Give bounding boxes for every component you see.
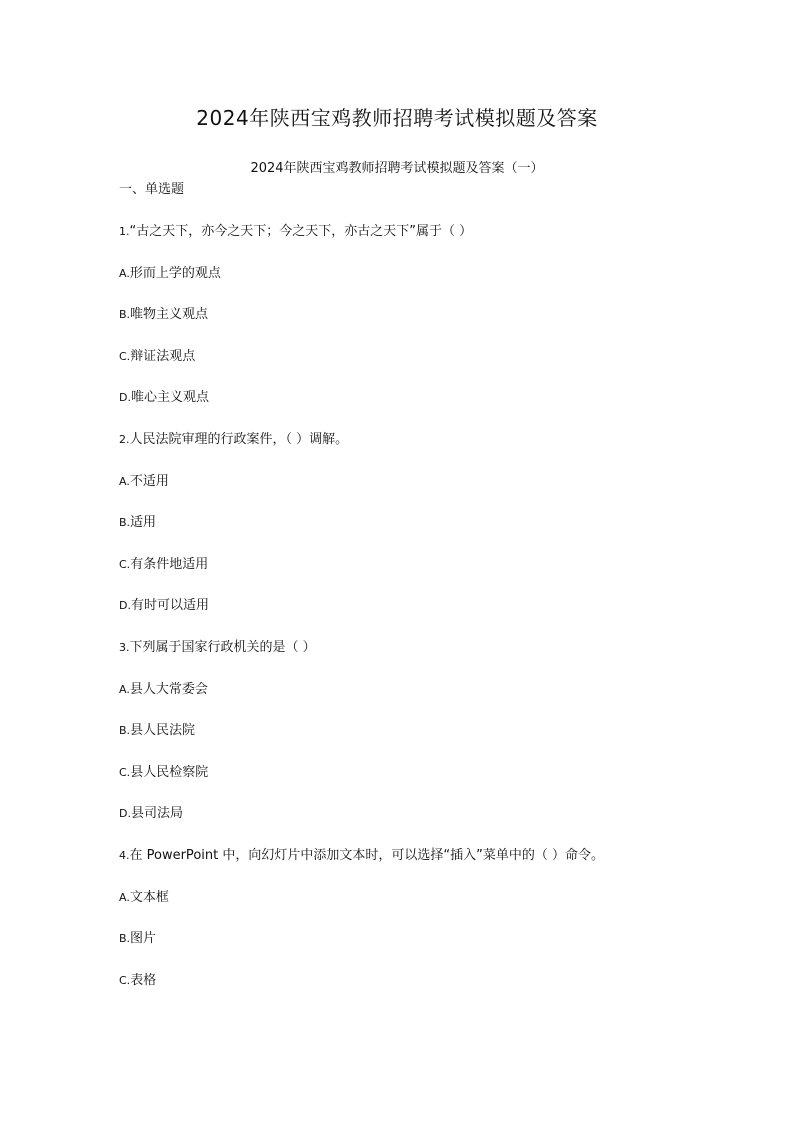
option-key: C.: [119, 557, 131, 571]
answer-option: [119, 347, 679, 389]
question-text: “古之天下，亦今之天下；今之天下，亦古之天下”属于（ ）: [129, 224, 473, 239]
document-title: 2024年陕西宝鸡教师招聘考试模拟题及答案: [196, 106, 598, 130]
option-key: B.: [119, 932, 131, 946]
question-number: 1.: [119, 225, 130, 238]
answer-option: [119, 388, 679, 430]
option-text: 县人大常委会: [129, 681, 208, 697]
option-key: A.: [119, 682, 130, 696]
option-text: 县司法局: [130, 806, 183, 822]
question-text: 在 PowerPoint 中，向幻灯片中添加文本时，可以选择“插入”菜单中的（ ）命令。: [129, 847, 604, 863]
question-stem: [119, 846, 679, 888]
option-text: 唯物主义观点: [130, 307, 209, 323]
answer-option: [119, 555, 679, 597]
option-key: A.: [119, 266, 130, 280]
answer-option: [119, 264, 679, 306]
answer-option: [119, 513, 679, 555]
answer-option: [119, 305, 679, 347]
option-key: D.: [119, 599, 131, 613]
option-text: 辩证法观点: [130, 348, 196, 364]
option-text: 有条件地适用: [130, 556, 209, 572]
question-stem: [119, 638, 679, 680]
option-key: C.: [119, 349, 131, 363]
option-text: 形而上学的观点: [129, 265, 221, 281]
option-text: 适用: [130, 515, 157, 531]
answer-option: [119, 888, 679, 930]
question-stem: [119, 430, 679, 472]
section-heading: 一、单选题: [119, 182, 185, 197]
option-text: 不适用: [129, 473, 169, 489]
answer-option: [119, 804, 679, 846]
option-text: 县人民检察院: [130, 764, 209, 780]
question-number: 4.: [119, 848, 130, 862]
option-text: 有时可以适用: [130, 598, 209, 614]
option-key: B.: [119, 516, 131, 530]
question-text: 下列属于国家行政机关的是（ ）: [129, 639, 316, 655]
option-text: 图片: [130, 931, 157, 947]
option-text: 文本框: [129, 889, 169, 905]
option-key: B.: [119, 308, 131, 322]
option-key: A.: [119, 890, 130, 904]
question-stem: [119, 222, 679, 264]
document-subtitle: 2024年陕西宝鸡教师招聘考试模拟题及答案（一）: [250, 161, 544, 176]
question-text: 人民法院审理的行政案件，（ ）调解。: [129, 431, 349, 447]
option-key: A.: [119, 474, 130, 488]
answer-option: [119, 971, 679, 1013]
option-key: D.: [119, 391, 131, 405]
option-key: B.: [119, 724, 131, 738]
option-text: 县人民法院: [130, 723, 196, 739]
answer-option: [119, 680, 679, 722]
answer-option: [119, 721, 679, 763]
answer-option: [119, 596, 679, 638]
answer-option: [119, 763, 679, 805]
question-number: 3.: [119, 640, 130, 654]
option-key: D.: [119, 807, 131, 821]
question-list: [119, 222, 679, 1012]
option-text: 唯心主义观点: [130, 390, 209, 406]
answer-option: [119, 472, 679, 514]
answer-option: [119, 929, 679, 971]
option-key: C.: [119, 765, 131, 779]
option-key: C.: [119, 973, 131, 987]
option-text: 表格: [130, 972, 157, 988]
question-number: 2.: [119, 432, 130, 446]
